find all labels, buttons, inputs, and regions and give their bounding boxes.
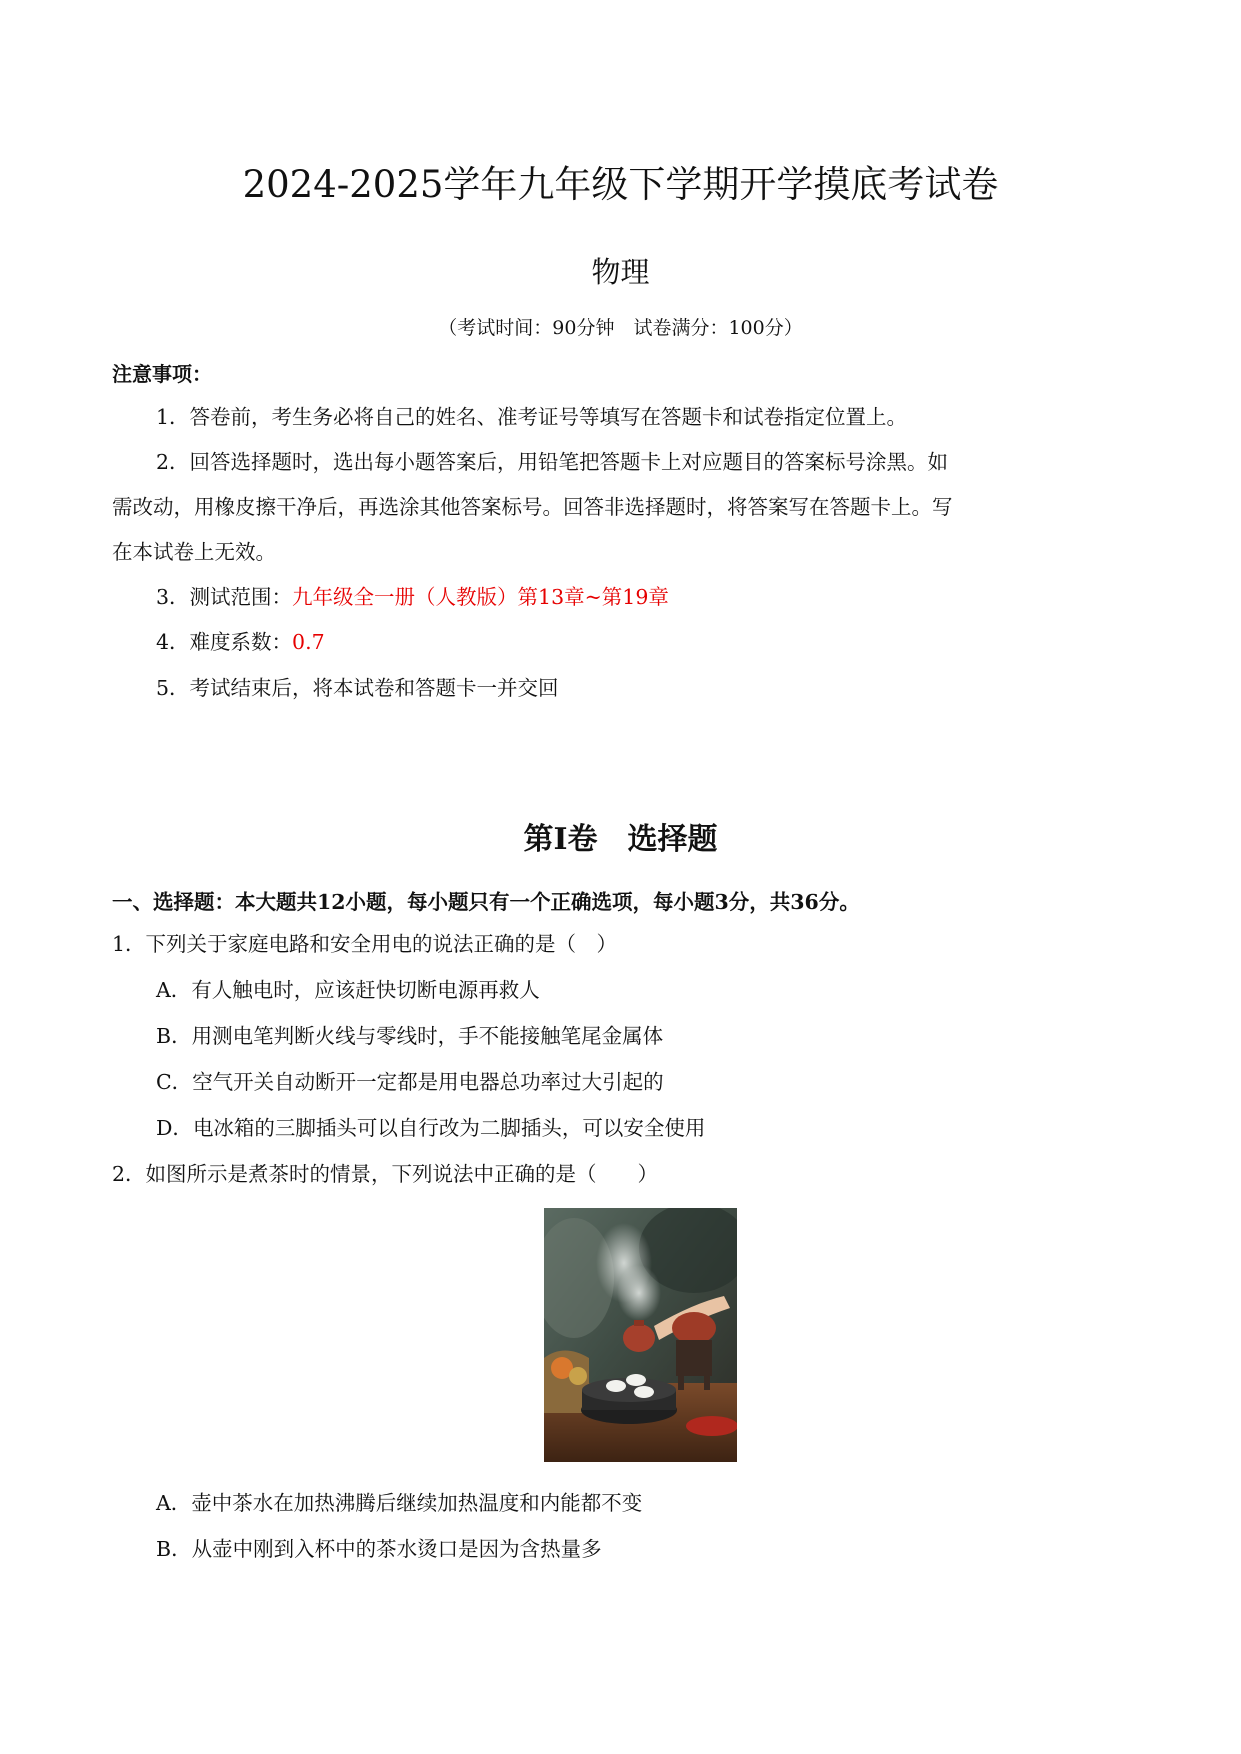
question-1-option-a: [156, 974, 540, 1006]
option-letter: D．: [156, 1116, 193, 1140]
question-text: 如图所示是煮茶时的情景，下列说法中正确的是（ ）: [145, 1162, 659, 1186]
section-title: 第Ⅰ卷 选择题: [523, 822, 718, 857]
note-item-2-line2: 需改动，用橡皮擦干净后，再选涂其他答案标号。回答非选择题时，将答案写在答题卡上。写: [112, 495, 953, 519]
note-label: 测试范围：: [189, 585, 293, 609]
question-text: 下列关于家庭电路和安全用电的说法正确的是（ ）: [145, 932, 618, 956]
note-item-2-line1: [156, 446, 948, 478]
difficulty-value: 0.7: [292, 630, 325, 654]
option-letter: A．: [156, 1491, 192, 1515]
question-number: 2．: [112, 1162, 146, 1186]
option-text: 有人触电时，应该赶快切断电源再救人: [191, 978, 540, 1002]
note-text: 回答选择题时，选出每小题答案后，用铅笔把答题卡上对应题目的答案标号涂黑。如: [189, 450, 949, 474]
option-text: 用测电笔判断火线与零线时，手不能接触笔尾金属体: [191, 1024, 664, 1048]
note-item-4: [156, 626, 325, 658]
note-number: 4．: [156, 630, 190, 654]
option-text: 空气开关自动断开一定都是用电器总功率过大引起的: [192, 1070, 664, 1094]
option-text: 壶中茶水在加热沸腾后继续加热温度和内能都不变: [191, 1491, 643, 1515]
question-number: 1．: [112, 932, 146, 956]
exam-subject: 物理: [591, 255, 650, 289]
question-2-option-a: [156, 1487, 642, 1519]
test-scope-value: 九年级全一册（人教版）第13章~第19章: [292, 585, 669, 609]
option-letter: B．: [156, 1024, 192, 1048]
note-item-5: [156, 672, 559, 704]
note-number: 3．: [156, 585, 190, 609]
option-letter: A．: [156, 978, 192, 1002]
part-description: 本大题共12小题，每小题只有一个正确选项，每小题3分，共36分。: [235, 890, 860, 914]
question-2-option-b: [156, 1533, 602, 1565]
tea-brewing-photo: [544, 1208, 737, 1462]
note-item-3: [156, 581, 669, 613]
question-1-option-d: [156, 1112, 705, 1144]
note-item-1: [156, 401, 907, 433]
note-number: 5．: [156, 676, 190, 700]
note-number: 1．: [156, 405, 190, 429]
option-text: 电冰箱的三脚插头可以自行改为二脚插头，可以安全使用: [192, 1116, 706, 1140]
option-letter: B．: [156, 1537, 192, 1561]
notes-heading: 注意事项：: [112, 362, 212, 386]
note-label: 难度系数：: [189, 630, 293, 654]
note-item-2-line3: 在本试卷上无效。: [112, 540, 276, 564]
note-text: 考试结束后，将本试卷和答题卡一并交回: [189, 676, 559, 700]
question-1-option-b: [156, 1020, 663, 1052]
part-header: [112, 885, 860, 915]
question-1-stem: [112, 928, 617, 960]
note-number: 2．: [156, 450, 190, 474]
note-text: 答卷前，考生务必将自己的姓名、准考证号等填写在答题卡和试卷指定位置上。: [189, 405, 908, 429]
part-label: 一、选择题：: [112, 890, 235, 914]
question-1-option-c: [156, 1066, 664, 1098]
exam-info: （考试时间：90分钟 试卷满分：100分）: [438, 317, 803, 339]
option-text: 从壶中刚到入杯中的茶水烫口是因为含热量多: [191, 1537, 602, 1561]
question-2-stem: [112, 1158, 658, 1190]
option-letter: C．: [156, 1070, 193, 1094]
exam-title: 2024-2025学年九年级下学期开学摸底考试卷: [242, 163, 999, 206]
